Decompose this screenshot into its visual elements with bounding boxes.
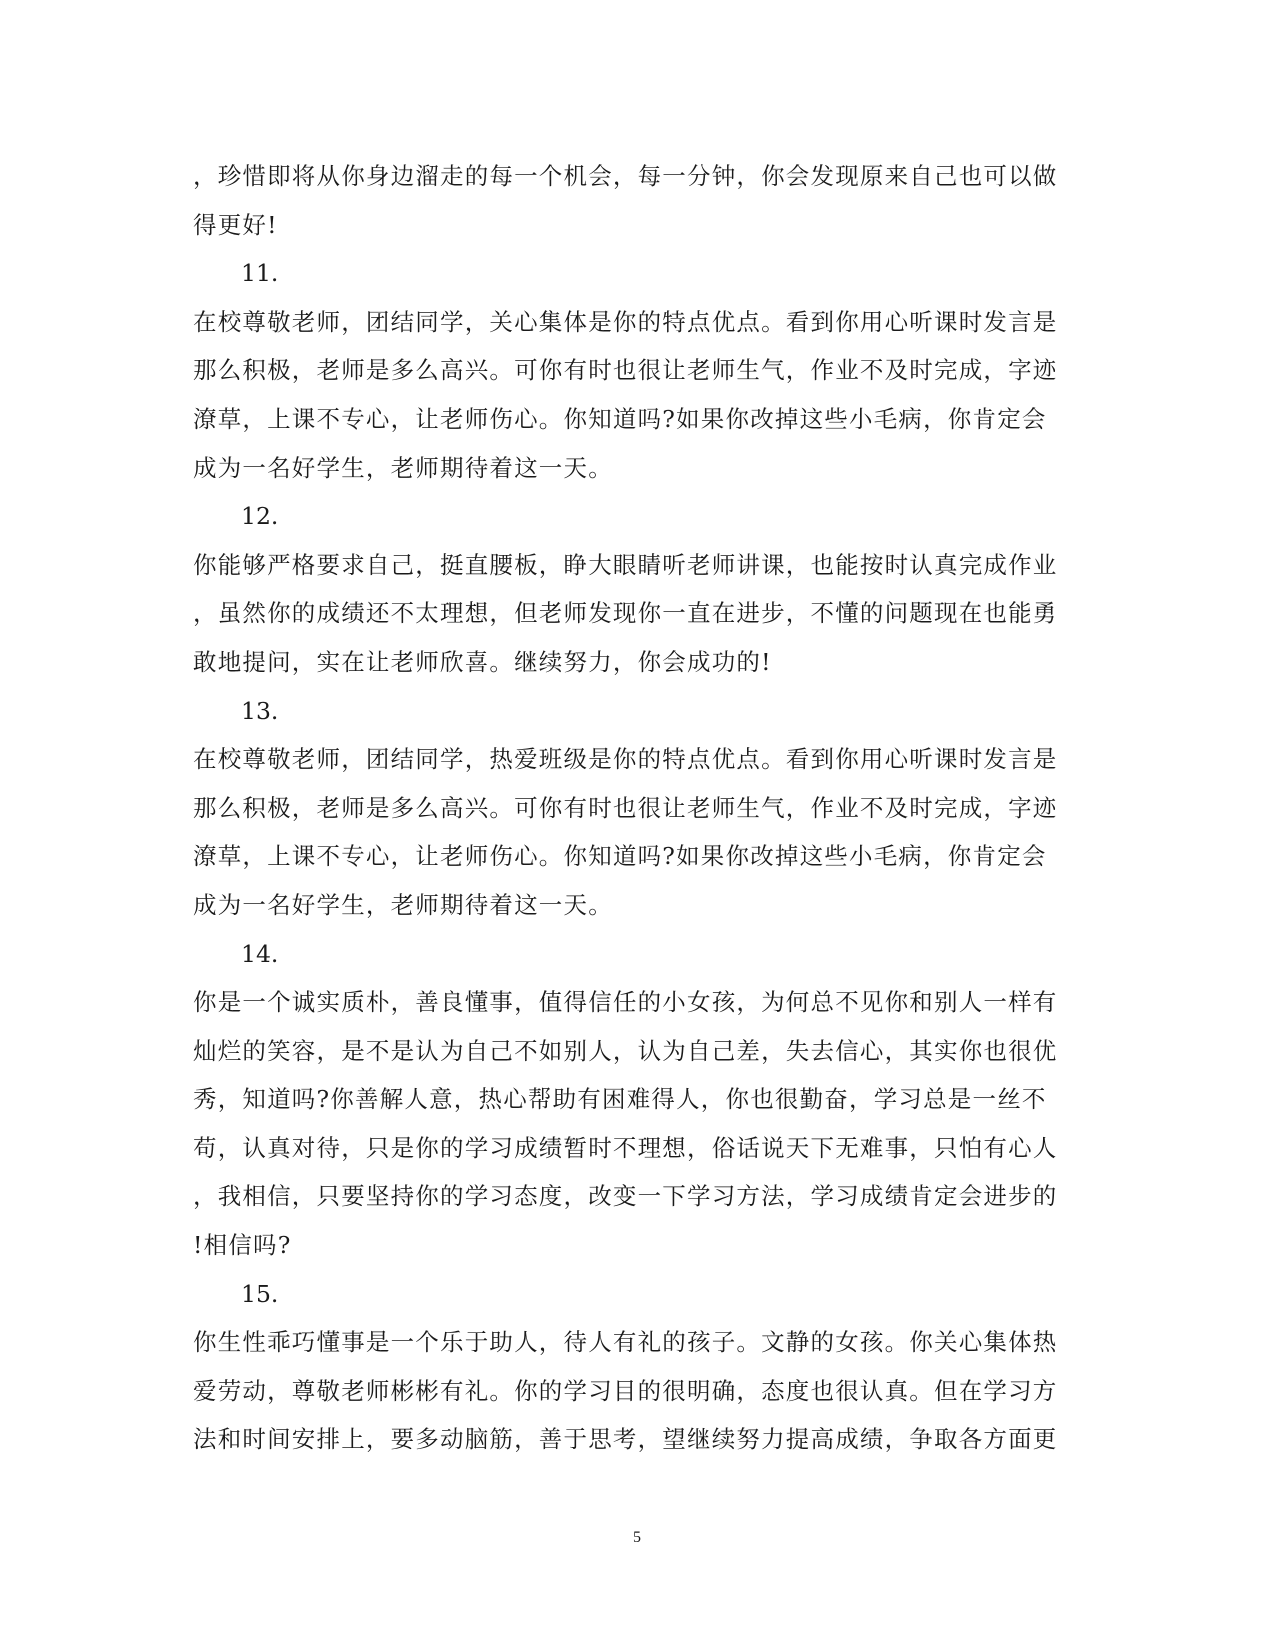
body-line: 潦草，上课不专心，让老师伤心。你知道吗?如果你改掉这些小毛病，你肯定会 xyxy=(193,404,1047,433)
body-line: 秀，知道吗?你善解人意，热心帮助有困难得人，你也很勤奋，学习总是一丝不 xyxy=(193,1085,1047,1114)
body-line: 爱劳动，尊敬老师彬彬有礼。你的学习目的很明确，态度也很认真。但在学习方 xyxy=(193,1376,1058,1405)
body-line: ，我相信，只要坚持你的学习态度，改变一下学习方法，学习成绩肯定会进步的 xyxy=(193,1182,1058,1211)
body-line: 苟，认真对待，只是你的学习成绩暂时不理想，俗话说天下无难事，只怕有心人 xyxy=(193,1133,1058,1162)
body-line: 那么积极，老师是多么高兴。可你有时也很让老师生气，作业不及时完成，字迹 xyxy=(193,793,1058,822)
body-line: 敢地提问，实在让老师欣喜。继续努力，你会成功的! xyxy=(193,647,772,676)
body-line: 你是一个诚实质朴，善良懂事，值得信任的小女孩，为何总不见你和别人一样有 xyxy=(193,988,1058,1017)
body-line: 在校尊敬老师，团结同学，关心集体是你的特点优点。看到你用心听课时发言是 xyxy=(193,307,1058,336)
item-number: 13. xyxy=(241,696,279,725)
item-number: 12. xyxy=(241,502,279,531)
body-line: 你能够严格要求自己，挺直腰板，睁大眼睛听老师讲课，也能按时认真完成作业 xyxy=(193,550,1058,579)
body-line: 成为一名好学生，老师期待着这一天。 xyxy=(193,453,613,482)
item-number: 15. xyxy=(241,1279,279,1308)
item-number: 14. xyxy=(241,939,279,968)
page-number: 5 xyxy=(633,1529,641,1546)
document-body xyxy=(193,152,1073,1464)
body-line: 成为一名好学生，老师期待着这一天。 xyxy=(193,890,613,919)
body-line: !相信吗? xyxy=(193,1231,292,1260)
body-line: ，珍惜即将从你身边溜走的每一个机会，每一分钟，你会发现原来自己也可以做 xyxy=(193,162,1058,190)
body-line: 灿烂的笑容，是不是认为自己不如别人，认为自己差，失去信心，其实你也很优 xyxy=(193,1036,1058,1065)
body-line: 法和时间安排上，要多动脑筋，善于思考，望继续努力提高成绩，争取各方面更 xyxy=(193,1425,1058,1454)
body-line: ，虽然你的成绩还不太理想，但老师发现你一直在进步，不懂的问题现在也能勇 xyxy=(193,599,1058,628)
body-line: 你生性乖巧懂事是一个乐于助人，待人有礼的孩子。文静的女孩。你关心集体热 xyxy=(193,1328,1058,1357)
body-line: 那么积极，老师是多么高兴。可你有时也很让老师生气，作业不及时完成，字迹 xyxy=(193,356,1058,385)
body-line: 得更好! xyxy=(193,210,278,239)
item-number: 11. xyxy=(241,259,279,288)
body-line: 在校尊敬老师，团结同学，热爱班级是你的特点优点。看到你用心听课时发言是 xyxy=(193,745,1058,774)
body-line: 潦草，上课不专心，让老师伤心。你知道吗?如果你改掉这些小毛病，你肯定会 xyxy=(193,842,1047,871)
